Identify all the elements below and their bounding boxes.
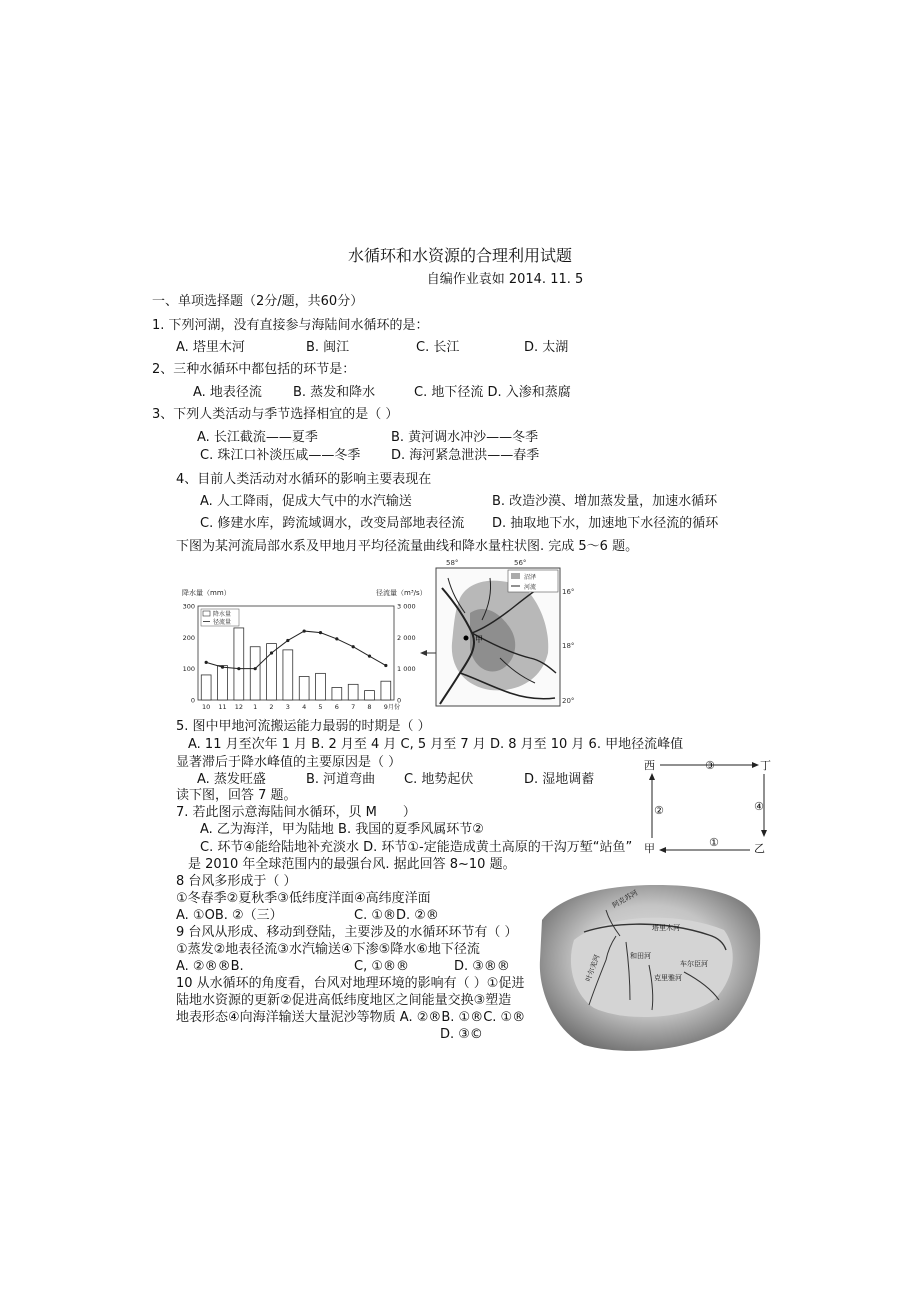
q3-option-a: A. 长江截流——夏季: [197, 430, 318, 445]
cycle-arrow-3: ③: [705, 759, 715, 772]
q6-option-c: C. 地势起伏: [404, 772, 474, 787]
x-tick-label: 2: [269, 703, 274, 711]
intro-8-10: 是 2010 年全球范围内的最强台风. 据此回答 8~10 题。: [188, 857, 516, 872]
runoff-point: [335, 637, 338, 640]
runoff-point: [254, 667, 257, 670]
intro-5-6: 下图为某河流局部水系及甲地月平均径流量曲线和降水量柱状图. 完成 5～6 题。: [176, 539, 639, 554]
map-river-hotan: 和田河: [630, 952, 651, 960]
q2-option-cd: C. 地下径流 D. 入渗和蒸腐: [414, 385, 571, 400]
map-river-cherchen: 车尔臣河: [680, 960, 708, 968]
cycle-label-jia: 甲: [644, 842, 655, 855]
precip-bar: [283, 650, 293, 700]
map-lat-2: 18°: [562, 642, 575, 650]
map-legend-river: 河流: [524, 584, 537, 591]
x-axis-label: 月份: [388, 704, 401, 711]
q8-items: ①冬春季②夏秋季③低纬度洋面④高纬度洋面: [176, 891, 431, 906]
q6-option-d: D. 湿地调蓄: [524, 772, 595, 787]
section-heading: 一、单项选择题（2分/题，共60分）: [152, 294, 364, 309]
cycle-label-west: 西: [644, 759, 655, 772]
map-river-yarkand: 叶尔羌河: [584, 953, 602, 983]
chart-line: [205, 629, 388, 670]
q5-options: A. 11 月至次年 1 月 B. 2 月至 4 月 C, 5 月至 7 月 D. 8 月至 10 月 6. 甲地径流峰值: [188, 737, 684, 752]
y2-tick-label: 0: [397, 696, 402, 705]
precip-bar: [299, 677, 309, 701]
q1-option-a: A. 塔里木河: [176, 340, 245, 355]
chart-legend: [201, 609, 239, 626]
x-tick-label: 9: [383, 703, 388, 711]
y2-tick-label: 2 000: [397, 633, 416, 642]
q1-option-b: B. 闽江: [306, 340, 350, 355]
x-tick-label: 1: [253, 703, 258, 711]
q9-option-d: D. ③®®: [454, 959, 510, 974]
runoff-point: [221, 666, 224, 669]
q3-option-b: B. 黄河调水冲沙——冬季: [391, 430, 539, 445]
chart-ylabel: 降水量（mm）: [182, 589, 231, 597]
y-tick-label: 300: [182, 602, 195, 611]
runoff-point: [384, 664, 387, 667]
precip-bar: [348, 684, 358, 700]
map-river-keriya: 克里雅河: [654, 974, 682, 982]
q9-items: ①蒸发②地表径流③水汽输送④下渗⑤降水⑥地下径流: [176, 942, 480, 957]
runoff-point: [319, 631, 322, 634]
y2-tick-label: 1 000: [397, 665, 416, 674]
q5-stem: 5. 图中甲地河流搬运能力最弱的时期是（ ）: [176, 719, 431, 734]
map-lat-1: 16°: [562, 588, 575, 596]
q9-option-ab: A. ②®®B.: [176, 959, 244, 974]
legend-bar-swatch: [203, 611, 210, 616]
x-tick-label: 8: [367, 703, 372, 711]
map-point-jia: 甲: [475, 635, 483, 644]
q4-option-c: C. 修建水库，跨流域调水，改变局部地表径流: [200, 516, 465, 531]
map-lon-1: 58°: [446, 559, 459, 567]
q3-option-d: D. 海河紧急泄洪——春季: [391, 448, 540, 463]
q7-stem: 7. 若此图示意海陆间水循环，贝 M ）: [176, 805, 416, 820]
runoff-point: [205, 661, 208, 664]
q10-line-3: 地表形态④向海洋输送大量泥沙等物质 A. ②®B. ①®C. ①®: [176, 1010, 526, 1025]
q3-option-c: C. 珠江口补淡压咸——冬季: [200, 448, 361, 463]
q8-option-ab: A. ①OB. ②（三）: [176, 908, 283, 923]
runoff-point: [237, 667, 240, 670]
map-lat-3: 20°: [562, 697, 575, 705]
q2-option-b: B. 蒸发和降水: [293, 385, 376, 400]
x-tick-label: 4: [302, 703, 307, 711]
q7-option-ab: A. 乙为海洋，甲为陆地 B. 我国的夏季风属环节②: [200, 822, 484, 837]
map-river-aksu: 阿克苏河: [611, 888, 640, 910]
runoff-point: [270, 651, 273, 654]
precip-bar: [332, 687, 342, 700]
intro-7: 读下图，回答 7 题。: [176, 788, 297, 803]
q3-stem: 3、下列人类活动与季节选择相宜的是（ ）: [152, 407, 399, 422]
x-tick-label: 6: [334, 703, 339, 711]
x-tick-label: 10: [202, 703, 211, 711]
precip-runoff-chart: [176, 588, 427, 720]
map-legend-swamp: 沼泽: [524, 574, 537, 581]
runoff-point: [368, 655, 371, 658]
q9-stem: 9 台风从形成、移动到登陆，主要涉及的水循环环节有（ ）: [176, 925, 518, 940]
q7-option-cd: C. 环节④能给陆地补充淡水 D. 环节①-定能造成黄土高原的干沟万堑“站鱼”: [200, 840, 633, 855]
q8-option-cd: C. ①®D. ②®: [354, 908, 439, 923]
x-tick-label: 12: [234, 703, 243, 711]
runoff-point: [286, 639, 289, 642]
page-title: 水循环和水资源的合理利用试题: [347, 246, 572, 265]
map-lon-2: 56°: [514, 559, 527, 567]
y2-tick-label: 3 000: [397, 602, 416, 611]
map-river-tarim: 塔里木河: [652, 924, 680, 932]
precip-bar: [201, 675, 211, 700]
q6-option-a: A. 蒸发旺盛: [197, 772, 266, 787]
chart-bars: [201, 628, 390, 700]
y-tick-label: 0: [190, 696, 195, 705]
x-tick-label: 5: [318, 703, 323, 711]
legend-runoff-label: 径流量: [213, 619, 232, 626]
q2-stem: 2、三种水循环中都包括的环节是：: [152, 362, 356, 377]
runoff-line: [206, 631, 386, 669]
q10-line-2: 陆地水资源的更新②促进高低纬度地区之间能量交换③塑造: [176, 993, 512, 1008]
water-cycle-diagram: [642, 756, 782, 860]
x-tick-label: 7: [351, 703, 356, 711]
q1-option-c: C. 长江: [416, 340, 460, 355]
precip-bar: [234, 628, 244, 700]
cycle-arrow-4: ④: [754, 800, 764, 813]
cycle-arrow-1: ①: [709, 836, 719, 849]
cycle-label-east: 丁: [760, 759, 771, 772]
q2-option-a: A. 地表径流: [193, 385, 262, 400]
river-basin-map: [430, 558, 575, 710]
q1-stem: 1. 下列河湖，没有直接参与海陆间水循环的是：: [152, 318, 429, 333]
precip-bar: [381, 681, 391, 700]
precip-bar: [365, 691, 375, 700]
runoff-point: [352, 645, 355, 648]
runoff-point: [303, 629, 306, 632]
q6-stem: 显著滞后于降水峰值的主要原因是（ ）: [176, 755, 402, 770]
tarim-basin-map: [534, 880, 764, 1058]
precip-bar: [250, 647, 260, 700]
x-tick-label: 3: [285, 703, 290, 711]
q10-line-1: 10 从水循环的角度看，台风对地理环境的影响有（ ）①促进: [176, 976, 525, 991]
q4-option-a: A. 人工降雨，促成大气中的水汽输送: [200, 494, 412, 509]
precip-bar: [316, 673, 326, 700]
q4-option-d: D. 抽取地下水，加速地下水径流的循环: [492, 516, 719, 531]
cycle-label-yi: 乙: [754, 842, 765, 855]
precip-bar: [218, 666, 228, 700]
q8-stem: 8 台风多形成于（ ）: [176, 874, 297, 889]
page-subtitle: 自编作业袁如 2014. 11. 5: [426, 272, 584, 287]
legend-precip-label: 降水量: [213, 611, 232, 618]
q4-stem: 4、目前人类活动对水循环的影响主要表现在: [176, 472, 432, 487]
q10-line-4: D. ③©: [440, 1027, 483, 1042]
chart-y2label: 径流量（m³/s）: [376, 589, 427, 597]
q4-option-b: B. 改造沙漠、增加蒸发量，加速水循环: [492, 494, 718, 509]
q6-option-b: B. 河道弯曲: [306, 772, 376, 787]
q1-option-d: D. 太湖: [524, 340, 569, 355]
y-tick-label: 100: [182, 665, 195, 674]
x-tick-label: 11: [218, 703, 227, 711]
y-tick-label: 200: [182, 633, 195, 642]
q9-option-c: C, ①®®: [354, 959, 409, 974]
cycle-arrow-2: ②: [654, 804, 664, 817]
